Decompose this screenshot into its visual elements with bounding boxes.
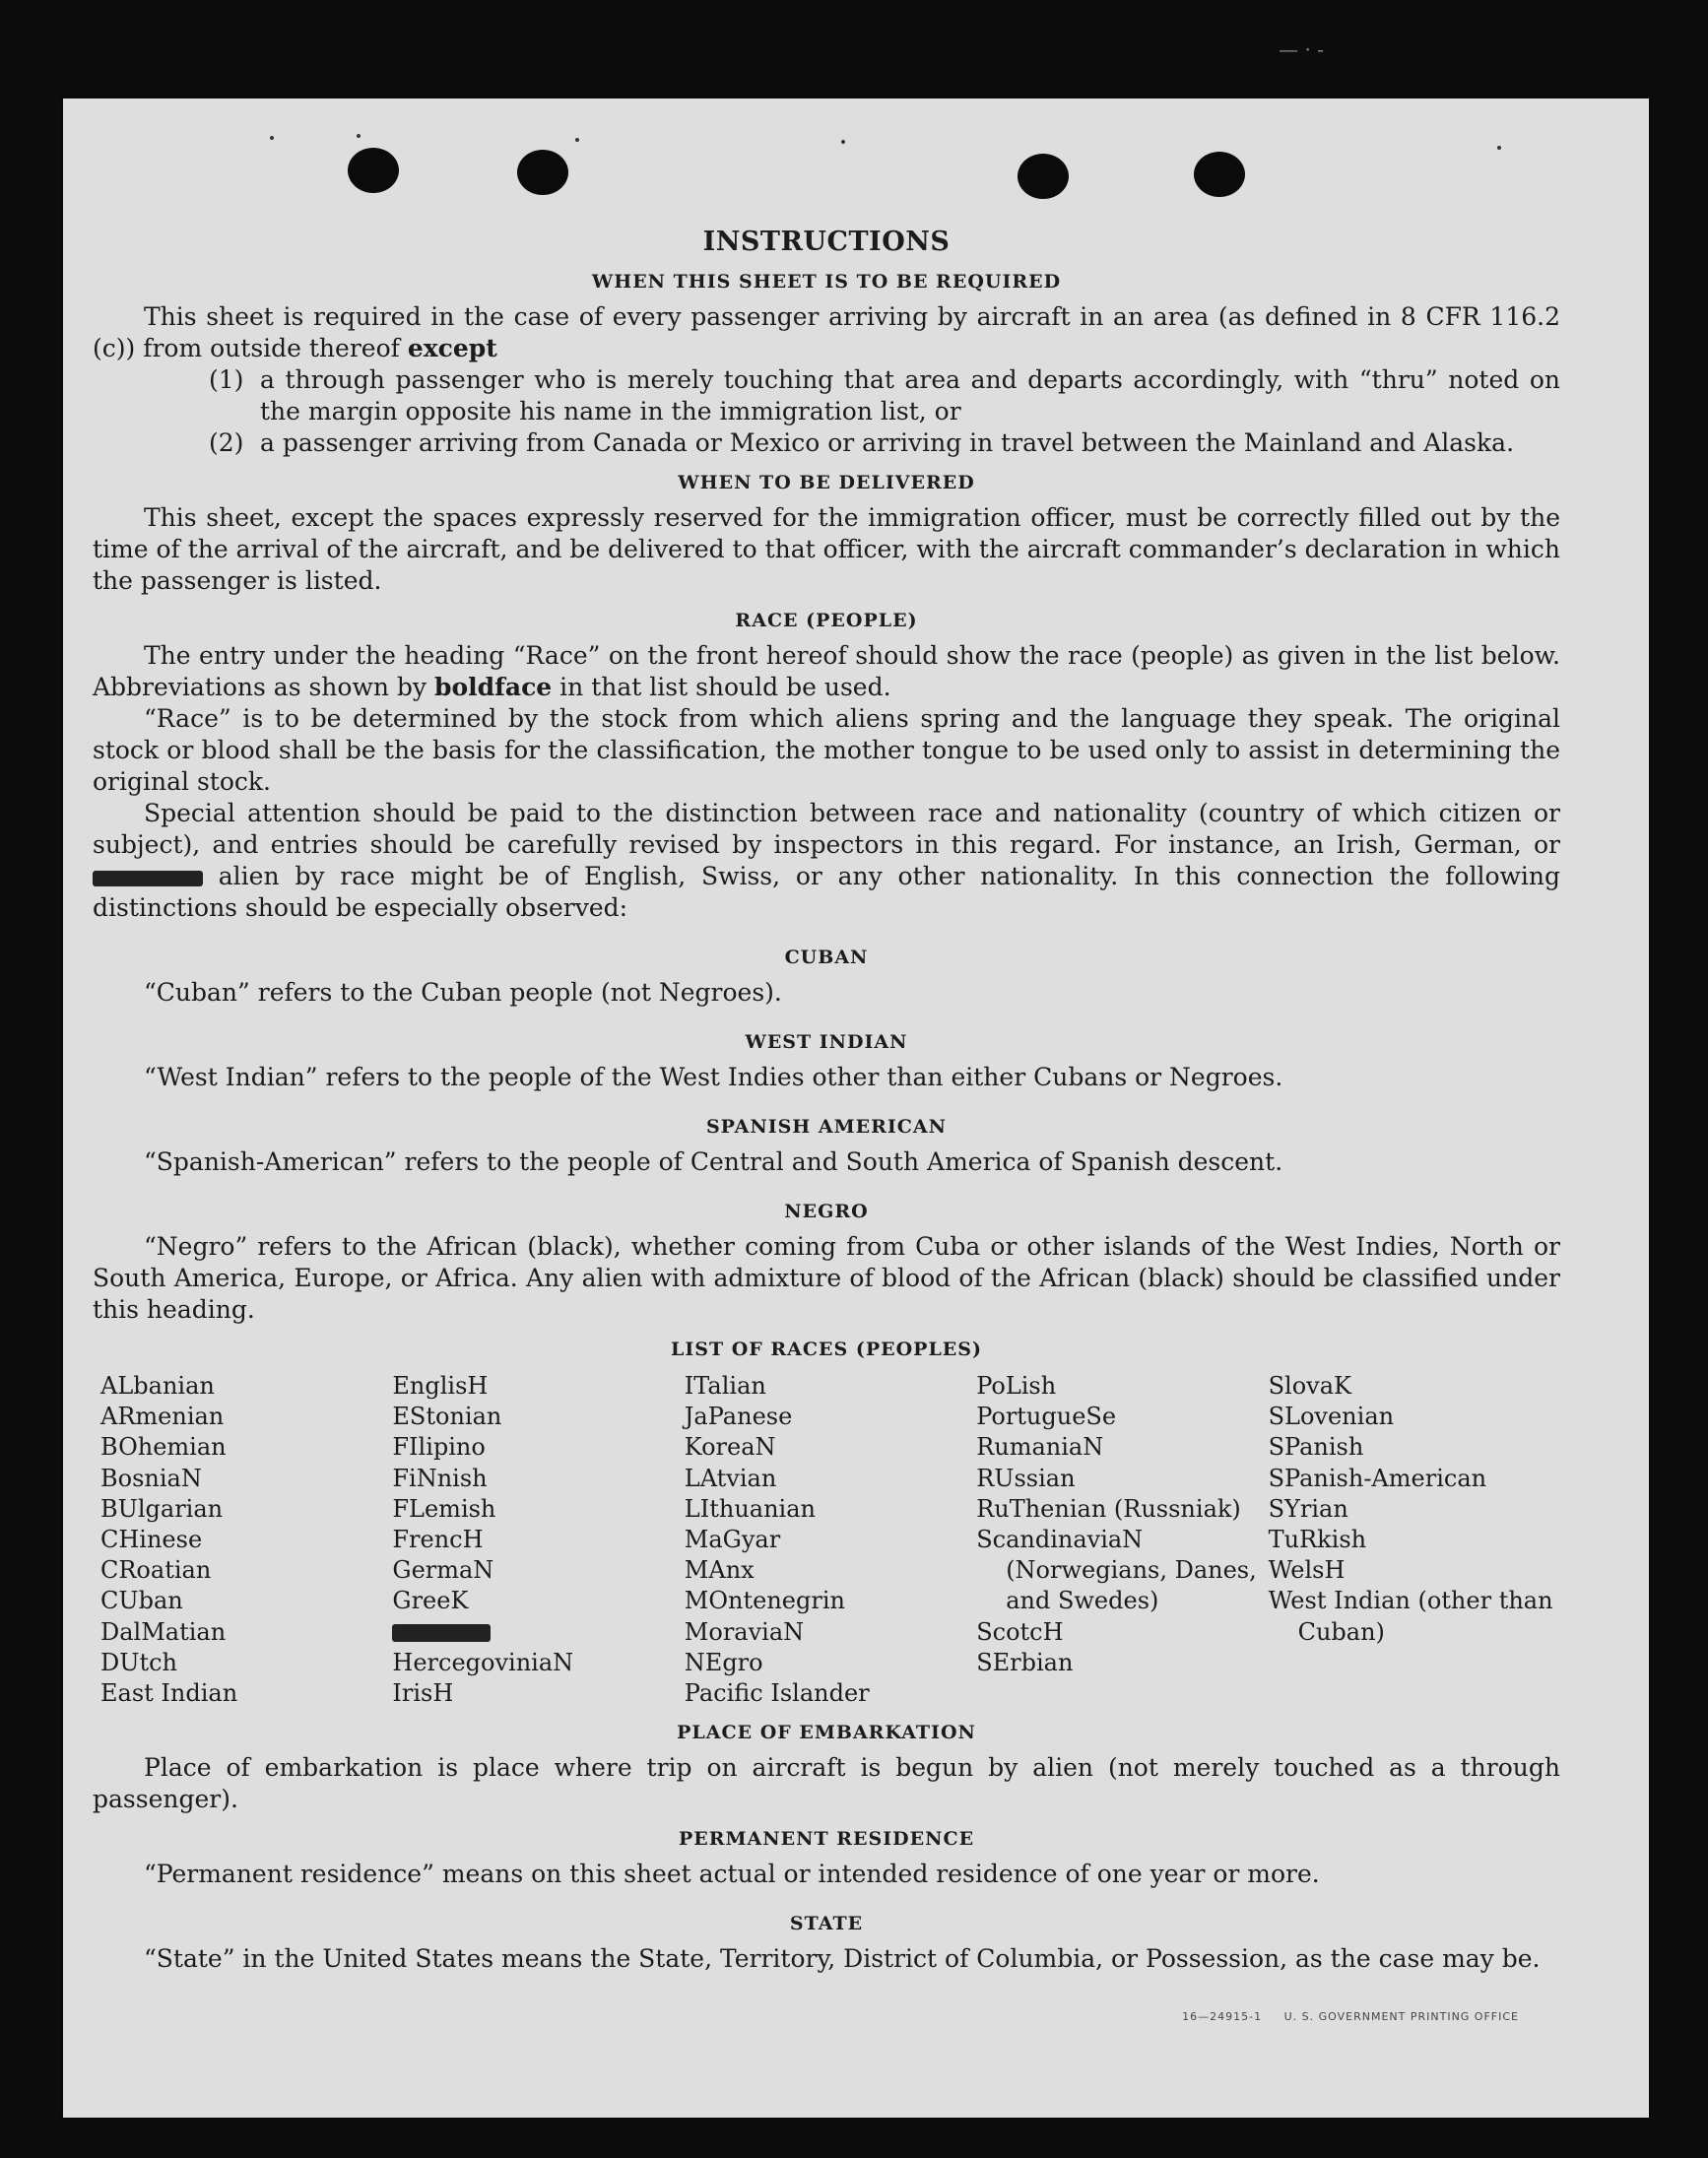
race-entry: CRoatian	[100, 1556, 212, 1585]
race-entry: SlovaK	[1268, 1372, 1351, 1400]
race-entry: FiNnish	[392, 1464, 488, 1492]
race-entry: Pacific Islander	[684, 1679, 870, 1708]
race-entry: BOhemian	[100, 1433, 227, 1462]
race-entry: GreeK	[392, 1587, 469, 1615]
race-entry: BUlgarian	[100, 1494, 224, 1523]
race-entry: SPanish	[1268, 1433, 1364, 1462]
exception-item-1: (1) a through passenger who is merely touching that area and departs accordingly, with “thru” noted on the margin opposite his name in the immigration list, or	[209, 365, 1560, 425]
race-column-2	[392, 1371, 684, 1709]
race-entry-redacted	[392, 1617, 684, 1648]
speck	[357, 134, 361, 138]
speck	[270, 136, 274, 140]
race-entry: SErbian	[976, 1648, 1074, 1676]
race-column-1	[100, 1371, 392, 1709]
race-paragraph-3: Special attention should be paid to the distinction between race and nationality (country of which citizen or subject), and entries should be carefully revised by inspectors in this regard. For instance, an Irish, German, or alien by race might be of English, Swiss, or any other nationality. In this connection the following distinctions should be especially observed:	[93, 799, 1560, 922]
race-entry: KoreaN	[684, 1433, 776, 1462]
race-entry: TuRkish	[1268, 1526, 1367, 1554]
race-entry: MoraviaN	[684, 1617, 805, 1646]
punch-hole	[1018, 154, 1069, 199]
race-entry: RumaniaN	[976, 1433, 1104, 1462]
race-entry: RUssian	[976, 1464, 1076, 1492]
instructions-content	[93, 227, 1560, 1975]
race-entry: DUtch	[100, 1648, 178, 1676]
punch-hole	[348, 148, 399, 193]
printer-name: U. S. GOVERNMENT PRINTING OFFICE	[1283, 2010, 1519, 2023]
redaction-mark	[93, 871, 203, 886]
heading-race: RACE (PEOPLE)	[735, 610, 918, 631]
race-entry: ScotcH	[976, 1617, 1064, 1646]
punch-hole	[1194, 152, 1245, 197]
negro-text: “Negro” refers to the African (black), whether coming from Cuba or other islands of the West Indies, North or South America, Europe, or Africa. Any alien with admixture of blood of the African (black) should be classified under this heading.	[93, 1232, 1560, 1324]
heading-cuban: CUBAN	[784, 947, 869, 968]
race-entry: East Indian	[100, 1679, 238, 1708]
form-number: 16—24915-1	[1182, 2010, 1263, 2023]
punch-hole	[517, 150, 568, 195]
state-text: “State” in the United States means the State, Territory, District of Columbia, or Possession, as the case may be.	[144, 1944, 1541, 1974]
heading-permanent-residence: PERMANENT RESIDENCE	[678, 1828, 975, 1851]
embarkation-text: Place of embarkation is place where trip on aircraft is begun by alien (not merely touched as a through passenger).	[93, 1753, 1560, 1814]
page-title: INSTRUCTIONS	[702, 227, 951, 257]
race-entry: NEgro	[684, 1648, 763, 1676]
west-indian-text: “West Indian” refers to the people of the West Indies other than either Cubans or Negroes.	[144, 1063, 1283, 1091]
race-entry: CUban	[100, 1587, 183, 1615]
race-entry: HercegoviniaN	[392, 1648, 574, 1676]
race-entry: CHinese	[100, 1526, 203, 1554]
race-entry: West Indian (other than Cuban)	[1268, 1587, 1553, 1646]
residence-text: “Permanent residence” means on this sheet actual or intended residence of one year or more.	[144, 1860, 1320, 1889]
race-entry: SYrian	[1268, 1494, 1348, 1523]
heading-west-indian: WEST INDIAN	[745, 1031, 908, 1053]
race-entry: PortugueSe	[976, 1403, 1117, 1431]
speck	[841, 140, 845, 144]
race-entry: RuThenian (Russniak)	[976, 1494, 1241, 1523]
race-column-5	[1269, 1371, 1560, 1709]
scan-marks: — · -	[1279, 37, 1324, 61]
heading-embarkation: PLACE OF EMBARKATION	[677, 1722, 976, 1744]
race-entry: FIlipino	[392, 1433, 486, 1462]
race-entry: SPanish-American	[1268, 1464, 1487, 1492]
race-entry: EnglisH	[392, 1372, 489, 1400]
document-sheet	[63, 98, 1649, 2118]
delivered-text: This sheet, except the spaces expressly reserved for the immigration officer, must be correctly filled out by the time of the arrival of the aircraft, and be delivered to that officer, with the aircraft commander’s declaration in which the passenger is listed.	[93, 503, 1560, 595]
printer-imprint	[1182, 2010, 1519, 2023]
race-entry: EStonian	[392, 1403, 502, 1431]
speck	[1497, 146, 1501, 150]
speck	[575, 138, 579, 142]
heading-state: STATE	[789, 1913, 864, 1935]
race-entry: IrisH	[392, 1679, 454, 1708]
race-column-3	[685, 1371, 976, 1709]
race-entry: GermaN	[392, 1556, 494, 1585]
required-intro: This sheet is required in the case of every passenger arriving by aircraft in an area (as defined in 8 CFR 116.2 (c)) from outside thereof except	[93, 302, 1560, 362]
race-entry: MOntenegrin	[684, 1587, 845, 1615]
race-entry: FrencH	[392, 1526, 484, 1554]
race-entry: FLemish	[392, 1494, 496, 1523]
race-entry: WelsH	[1268, 1556, 1346, 1585]
race-entry: MAnx	[684, 1556, 755, 1585]
race-column-4	[976, 1371, 1268, 1709]
heading-negro: NEGRO	[784, 1201, 869, 1222]
race-entry: MaGyar	[684, 1526, 781, 1554]
heading-spanish-american: SPANISH AMERICAN	[705, 1116, 948, 1138]
race-entry: ScandinaviaN (Norwegians, Danes, and Swedes)	[976, 1526, 1257, 1615]
heading-list-of-races: LIST OF RACES (PEOPLES)	[671, 1339, 982, 1360]
redaction-mark	[392, 1624, 491, 1642]
spanish-american-text: “Spanish-American” refers to the people of Central and South America of Spanish descent.	[144, 1147, 1283, 1176]
heading-when-required: WHEN THIS SHEET IS TO BE REQUIRED	[591, 271, 1062, 293]
race-entry: ALbanian	[100, 1372, 215, 1400]
race-entry: SLovenian	[1268, 1403, 1395, 1431]
race-entry: DalMatian	[100, 1617, 227, 1646]
race-entry: LAtvian	[684, 1464, 777, 1492]
race-paragraph-1: The entry under the heading “Race” on the front hereof should show the race (people) as given in the list below. Abbreviations as shown by boldface in that list should be used.	[93, 641, 1560, 701]
race-paragraph-2: “Race” is to be determined by the stock from which aliens spring and the language they speak. The original stock or blood shall be the basis for the classification, the mother tongue to be used only to assist in determining the original stock.	[93, 704, 1560, 796]
race-entry: BosniaN	[100, 1464, 202, 1492]
exception-item-2: (2) a passenger arriving from Canada or Mexico or arriving in travel between the Mainland and Alaska.	[209, 428, 1515, 457]
heading-when-delivered: WHEN TO BE DELIVERED	[678, 472, 975, 493]
race-list	[100, 1371, 1560, 1709]
race-entry: PoLish	[976, 1372, 1057, 1400]
race-entry: ITalian	[684, 1372, 766, 1400]
cuban-text: “Cuban” refers to the Cuban people (not Negroes).	[144, 978, 782, 1007]
race-entry: JaPanese	[684, 1403, 793, 1431]
race-entry: LIthuanian	[684, 1494, 816, 1523]
race-entry: ARmenian	[100, 1403, 225, 1431]
